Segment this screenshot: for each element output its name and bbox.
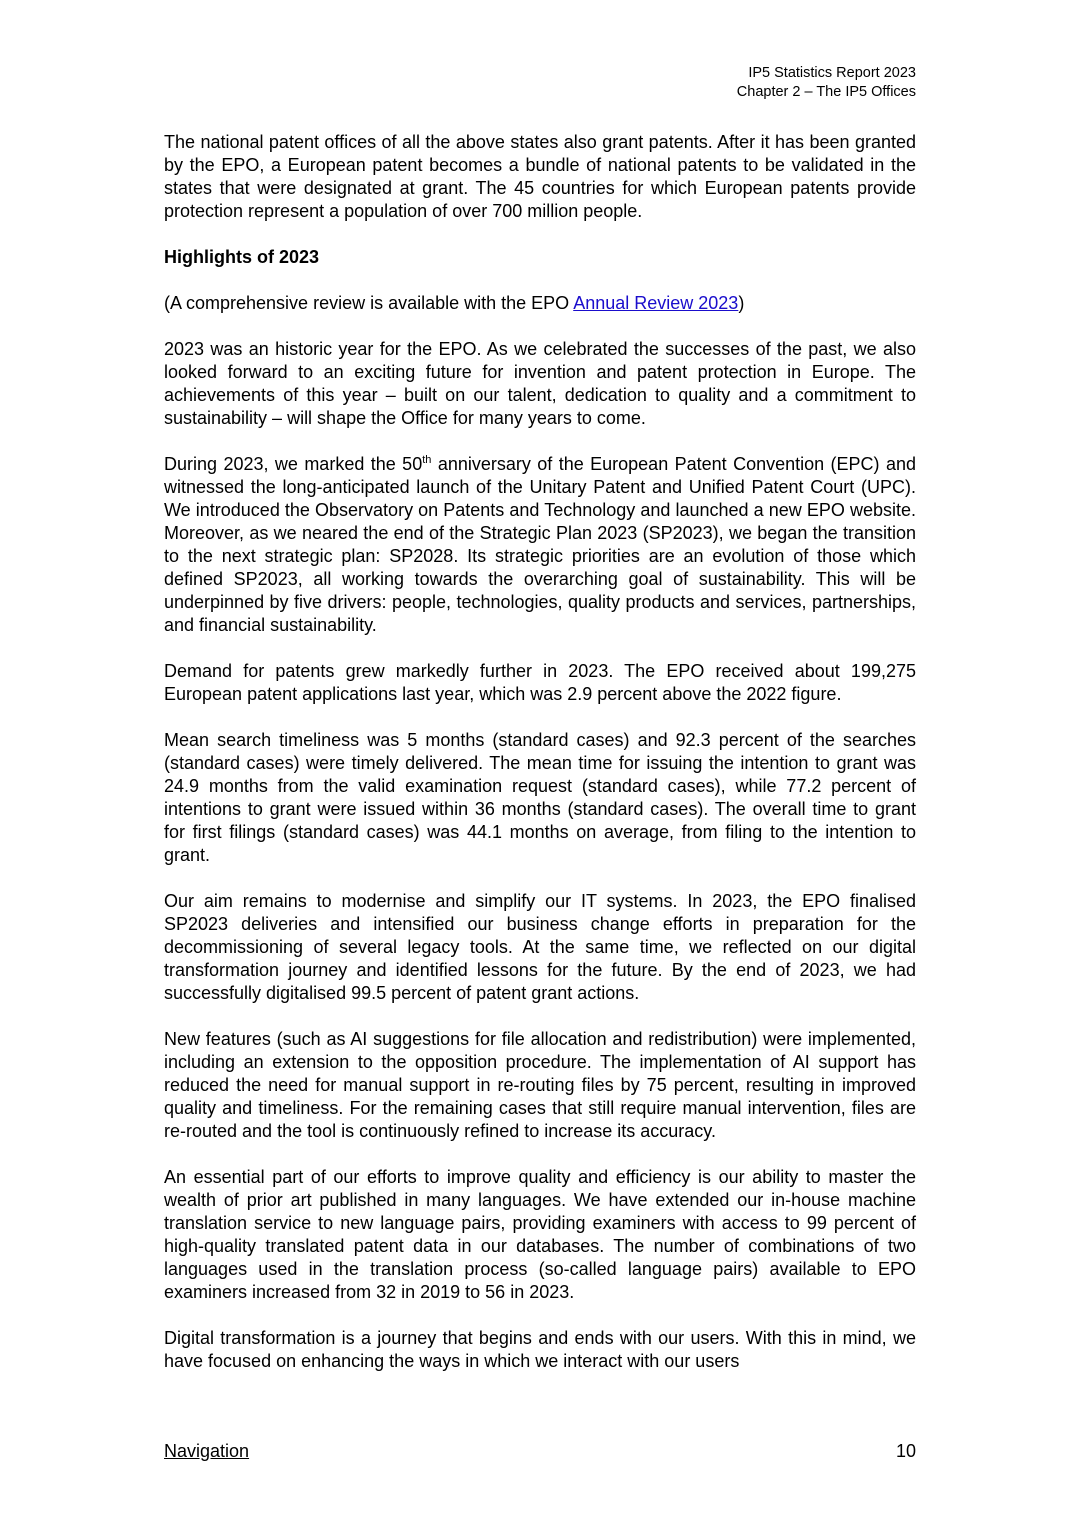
paragraph-epc-anniversary [164,453,916,637]
section-heading: Highlights of 2023 [164,247,320,267]
paragraph-digital-transformation: Digital transformation is a journey that begins and ends with our users. With this in mind, we have focused on enhancing the ways in which we interact with our users [164,1328,916,1371]
paragraph-national-offices: The national patent offices of all the above states also grant patents. After it has been granted by the EPO, a European patent becomes a bundle of national patents to be validated in the states that were designated at grant. The 45 countries for which European patents provide protection represent a population of over 700 million people. [164,132,916,221]
paragraph-demand: Demand for patents grew markedly further in 2023. The EPO received about 199,275 European patent applications last year, which was 2.9 percent above the 2022 figure. [164,661,916,704]
running-header [737,64,916,102]
paragraph-ai-features: New features (such as AI suggestions for file allocation and redistribution) were implemented, including an extension to the opposition procedure. The implementation of AI support has reduced the need for manual support in re-routing files by 75 percent, resulting in improved quality and timeliness. For the remaining cases that still require manual intervention, files are re-routed and the tool is continuously refined to increase its accuracy. [164,1029,916,1141]
paragraph-machine-translation: An essential part of our efforts to improve quality and efficiency is our ability to master the wealth of prior art published in many languages. We have extended our in-house machine translation service to new language pairs, providing examiners with access to 99 percent of high-quality translated patent data in our databases. The number of combinations of two languages used in the translation process (so-called language pairs) available to EPO examiners increased from 32 in 2019 to 56 in 2023. [164,1167,916,1302]
anniversary-text-start: During 2023, we marked the 50 [164,454,423,474]
report-title: IP5 Statistics Report 2023 [748,65,916,81]
review-note-text: (A comprehensive review is available with the EPO [164,293,574,313]
chapter-title: Chapter 2 – The IP5 Offices [736,84,916,100]
paragraph-timeliness: Mean search timeliness was 5 months (standard cases) and 92.3 percent of the searches (standard cases) were timely delivered. The mean time for issuing the intention to grant was 24.9 months from the valid examination request (standard cases), while 77.2 percent of intentions to grant were issued within 36 months (standard cases). The overall time to grant for first filings (standard cases) was 44.1 months on average, from filing to the intention to grant. [164,730,916,865]
anniversary-text-rest: anniversary of the European Patent Convention (EPC) and witnessed the long-anticipated launch of the Unitary Patent and Unified Patent Court (UPC). We introduced the Observatory on Patents and Technology and launched a new EPO website. Moreover, as we neared the end of the Strategic Plan 2023 (SP2023), we began the transition to the next strategic plan: SP2028. Its strategic priorities are an evolution of those which defined SP2023, all working towards the overarching goal of sustainability. This will be underpinned by five drivers: people, technologies, quality products and services, partnerships, and financial sustainability. [164,454,916,635]
annual-review-link[interactable]: Annual Review 2023 [573,293,739,313]
paragraph-it-systems: Our aim remains to modernise and simplify our IT systems. In 2023, the EPO finalised SP2023 deliveries and intensified our business change efforts in preparation for the decommissioning of several legacy tools. At the same time, we reflected on our digital transformation journey and identified lessons for the future. By the end of 2023, we had successfully digitalised 99.5 percent of patent grant actions. [164,891,916,1003]
ordinal-superscript: th [422,454,432,466]
paragraph-review-note [164,292,916,315]
navigation-link[interactable]: Navigation [164,1441,250,1461]
paragraph-historic-year: 2023 was an historic year for the EPO. As we celebrated the successes of the past, we also looked forward to an exciting future for invention and patent protection in Europe. The achievements of this year – built on our talent, dedication to quality and a commitment to sustainability – will shape the Office for many years to come. [164,339,916,428]
page-content [164,131,916,1396]
page-number: 10 [895,1441,916,1461]
review-note-close: ) [738,293,745,313]
